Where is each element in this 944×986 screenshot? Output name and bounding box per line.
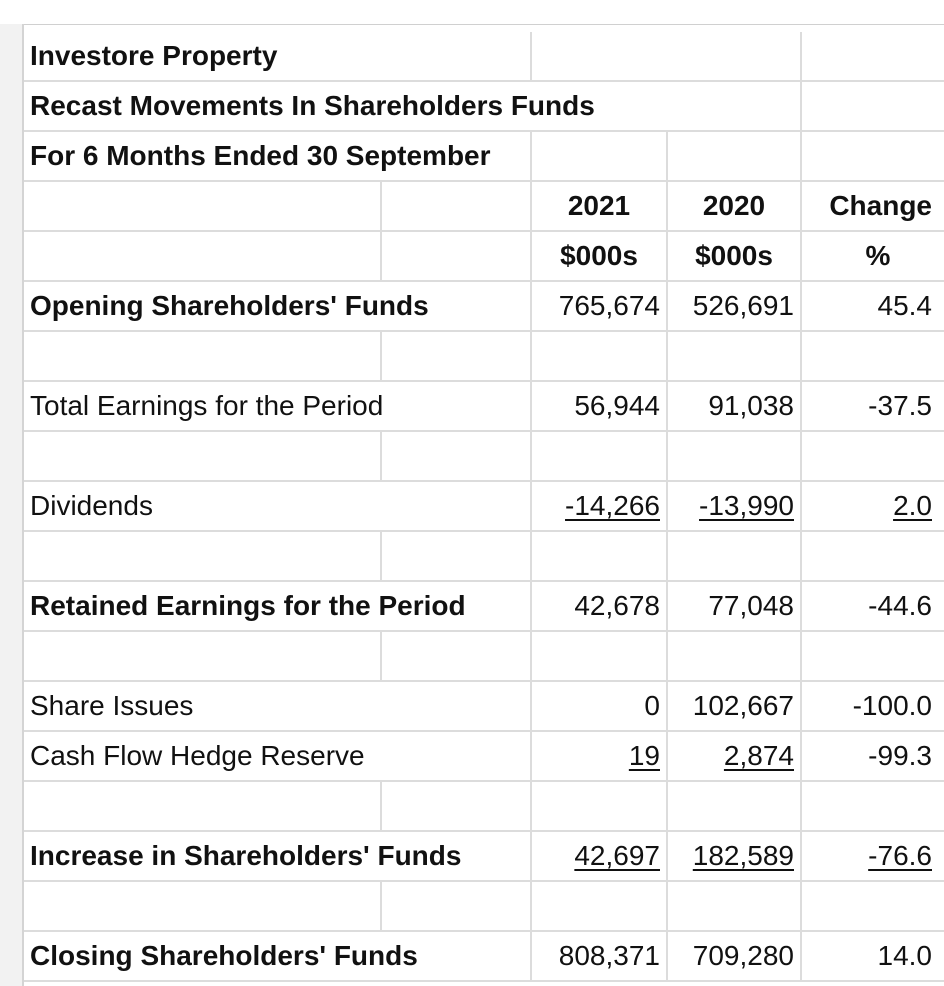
- empty-cell[interactable]: [382, 632, 532, 680]
- value-change[interactable]: [802, 482, 944, 530]
- empty-cell[interactable]: [532, 132, 668, 180]
- empty-cell[interactable]: [532, 332, 668, 380]
- empty-cell[interactable]: [668, 32, 802, 80]
- value-2021[interactable]: 42,678: [532, 582, 668, 630]
- value-change[interactable]: 45.4: [877, 290, 932, 321]
- empty-cell[interactable]: [532, 882, 668, 930]
- value-change-text: -76.6: [868, 840, 932, 871]
- value-change[interactable]: -99.3: [868, 740, 932, 771]
- blank-row: [24, 882, 944, 932]
- empty-cell[interactable]: [382, 232, 532, 280]
- empty-cell[interactable]: [802, 32, 944, 80]
- empty-cell[interactable]: [382, 782, 532, 830]
- value-change[interactable]: -44.6: [868, 590, 932, 621]
- row-label-dividends[interactable]: Dividends: [24, 482, 532, 530]
- value-2021-text: 42,697: [574, 840, 660, 871]
- empty-cell[interactable]: [24, 432, 382, 480]
- row-label-increase[interactable]: Increase in Shareholders' Funds: [24, 832, 532, 880]
- empty-cell[interactable]: [668, 432, 802, 480]
- value-2020[interactable]: 77,048: [668, 582, 802, 630]
- empty-cell[interactable]: [532, 532, 668, 580]
- value-2021[interactable]: 808,371: [532, 932, 668, 980]
- empty-cell[interactable]: [532, 782, 668, 830]
- unit-2020-header[interactable]: $000s: [668, 232, 802, 280]
- value-change[interactable]: -100.0: [852, 690, 932, 721]
- table-row: [24, 382, 944, 432]
- change-header[interactable]: Change: [829, 190, 932, 221]
- empty-cell[interactable]: [382, 432, 532, 480]
- empty-cell[interactable]: [24, 532, 382, 580]
- empty-cell[interactable]: [668, 782, 802, 830]
- table-row: [24, 582, 944, 632]
- empty-cell[interactable]: [382, 882, 532, 930]
- empty-cell[interactable]: [24, 232, 382, 280]
- row-label-total-earnings[interactable]: Total Earnings for the Period: [24, 382, 532, 430]
- value-2021-text: 19: [628, 740, 660, 771]
- empty-cell[interactable]: [532, 432, 668, 480]
- table-row: [24, 482, 944, 532]
- empty-cell[interactable]: [24, 182, 382, 230]
- row-label-opening[interactable]: Opening Shareholders' Funds: [24, 282, 532, 330]
- value-2020[interactable]: [668, 482, 802, 530]
- value-2021[interactable]: [532, 482, 668, 530]
- value-change[interactable]: 14.0: [877, 940, 932, 971]
- table-row: [24, 832, 944, 882]
- empty-cell[interactable]: [382, 182, 532, 230]
- row-label-share-issues[interactable]: Share Issues: [24, 682, 532, 730]
- value-2020-text: -13,990: [699, 490, 794, 521]
- value-2020[interactable]: [668, 832, 802, 880]
- empty-cell[interactable]: [668, 532, 802, 580]
- year-header-row: [24, 182, 944, 232]
- empty-cell[interactable]: [382, 332, 532, 380]
- value-change-text: 2.0: [893, 490, 932, 521]
- column-header-bar[interactable]: [0, 0, 944, 25]
- empty-cell[interactable]: [382, 532, 532, 580]
- table-row: [24, 682, 944, 732]
- value-2020-text: 182,589: [692, 840, 794, 871]
- value-2021-text: -14,266: [565, 490, 660, 521]
- empty-cell[interactable]: [802, 782, 944, 830]
- empty-cell[interactable]: [802, 632, 944, 680]
- value-2020[interactable]: 526,691: [668, 282, 802, 330]
- value-2020[interactable]: [668, 732, 802, 780]
- title-row-statement: [24, 82, 944, 132]
- year-2021-header[interactable]: 2021: [532, 182, 668, 230]
- cell-grid: [24, 24, 944, 986]
- empty-cell[interactable]: [802, 132, 944, 180]
- empty-cell[interactable]: [532, 632, 668, 680]
- empty-cell[interactable]: [668, 82, 802, 130]
- empty-cell[interactable]: [802, 332, 944, 380]
- value-change[interactable]: -37.5: [868, 390, 932, 421]
- value-2021[interactable]: [532, 732, 668, 780]
- value-2021[interactable]: 0: [532, 682, 668, 730]
- value-2020[interactable]: 102,667: [668, 682, 802, 730]
- unit-change-header[interactable]: %: [865, 240, 891, 271]
- blank-row: [24, 532, 944, 582]
- empty-cell[interactable]: [24, 882, 382, 930]
- blank-row: [24, 432, 944, 482]
- value-2020-text: 2,874: [723, 740, 794, 771]
- table-row: [24, 732, 944, 782]
- empty-cell[interactable]: [802, 532, 944, 580]
- row-header-bar[interactable]: [0, 24, 24, 986]
- empty-cell[interactable]: [24, 782, 382, 830]
- blank-row: [24, 632, 944, 682]
- blank-row: [24, 782, 944, 832]
- row-label-retained-earnings[interactable]: Retained Earnings for the Period: [24, 582, 532, 630]
- value-2020[interactable]: 709,280: [668, 932, 802, 980]
- empty-cell[interactable]: [802, 432, 944, 480]
- statement-title[interactable]: Recast Movements In Shareholders Funds: [30, 90, 595, 121]
- period-title[interactable]: For 6 Months Ended 30 September: [24, 132, 532, 180]
- blank-row: [24, 332, 944, 382]
- empty-cell[interactable]: [668, 132, 802, 180]
- title-row-company: [24, 32, 944, 82]
- value-change[interactable]: [802, 832, 944, 880]
- row-label-cash-flow-hedge[interactable]: Cash Flow Hedge Reserve: [24, 732, 532, 780]
- title-row-period: [24, 132, 944, 182]
- value-2020[interactable]: 91,038: [668, 382, 802, 430]
- company-title[interactable]: Investore Property: [24, 32, 532, 80]
- empty-cell[interactable]: [24, 332, 382, 380]
- empty-cell[interactable]: [24, 632, 382, 680]
- value-2021[interactable]: 56,944: [532, 382, 668, 430]
- unit-2021-header[interactable]: $000s: [532, 232, 668, 280]
- empty-cell[interactable]: [802, 82, 944, 130]
- year-2020-header[interactable]: 2020: [668, 182, 802, 230]
- table-row: [24, 932, 944, 982]
- empty-cell[interactable]: [668, 632, 802, 680]
- empty-cell[interactable]: [668, 332, 802, 380]
- row-label-closing[interactable]: Closing Shareholders' Funds: [24, 932, 532, 980]
- empty-cell[interactable]: [668, 882, 802, 930]
- table-row: [24, 282, 944, 332]
- value-2021[interactable]: 765,674: [532, 282, 668, 330]
- value-2021[interactable]: [532, 832, 668, 880]
- unit-header-row: [24, 232, 944, 282]
- empty-cell[interactable]: [802, 882, 944, 930]
